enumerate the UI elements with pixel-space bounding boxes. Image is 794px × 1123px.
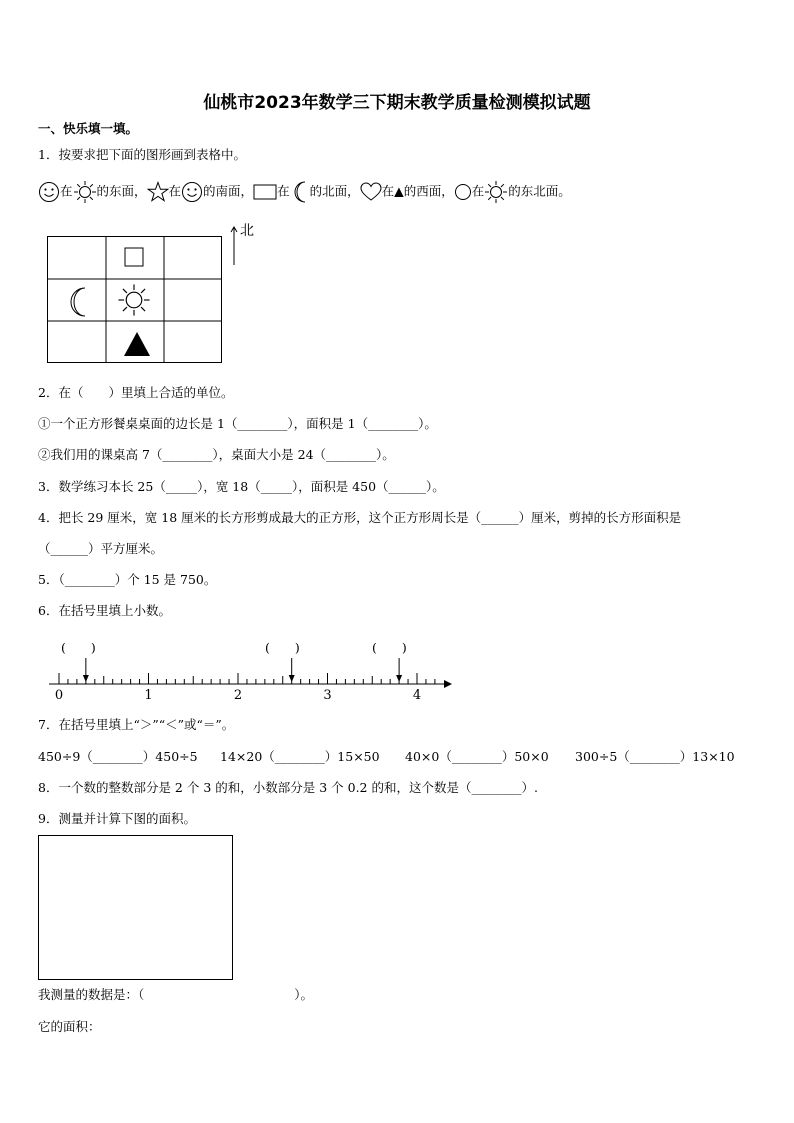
grid-triangle-icon	[123, 331, 151, 361]
heart-icon	[360, 182, 382, 202]
sun-icon	[484, 180, 508, 204]
number-line-pointer-head	[289, 675, 295, 682]
question-4-line-2: （______）平方厘米。	[38, 541, 164, 556]
number-line-tick-label: 2	[233, 688, 243, 703]
question-9-label: 9．测量并计算下图的面积。	[38, 811, 196, 826]
question-2-line-2: ②我们用的课桌高 7（________），桌面大小是 24（________）。	[38, 447, 395, 462]
question-4-line-1: 4．把长 29 厘米，宽 18 厘米的长方形剪成最大的正方形，这个正方形周长是（______）厘米，剪掉的长方形面积是	[38, 510, 682, 525]
compare-item: 300÷5（________）13×10	[575, 749, 735, 764]
number-line-tick-label: 1	[144, 688, 153, 703]
north-label: 北	[240, 223, 254, 239]
blank-2: ( )	[265, 640, 300, 655]
question-1-label: 1．按要求把下面的图形画到表格中。	[38, 147, 246, 162]
moon-icon	[290, 180, 310, 204]
question-7-label: 7．在括号里填上“＞”“＜”或“＝”。	[38, 717, 235, 732]
north-arrow-icon	[228, 224, 240, 270]
rectangle-icon	[253, 184, 277, 200]
smiley-icon	[38, 181, 60, 203]
number-line-pointer-head	[396, 675, 402, 682]
smiley-icon	[181, 181, 203, 203]
number-line-tick-label: 0	[54, 688, 64, 703]
compare-item: 14×20（________）15×50	[220, 749, 380, 764]
blank-3: ( )	[372, 640, 407, 655]
section-heading: 一、快乐填一填。	[38, 121, 139, 136]
page-title: 仙桃市2023年数学三下期末教学质量检测模拟试题	[203, 93, 591, 113]
sun-icon	[73, 180, 97, 204]
question-2-label: 2．在（ ）里填上合适的单位。	[38, 385, 234, 400]
compare-item: 40×0（________）50×0	[405, 749, 549, 764]
question-6-label: 6．在括号里填上小数。	[38, 603, 171, 618]
measure-rectangle	[38, 835, 233, 980]
number-line-arrowhead	[444, 680, 452, 688]
area-line: 它的面积：	[38, 1019, 101, 1034]
number-line-pointer-head	[83, 675, 89, 682]
grid-sun-icon	[117, 283, 151, 321]
blank-1: ( )	[61, 640, 96, 655]
question-8: 8．一个数的整数部分是 2 个 3 的和，小数部分是 3 个 0.2 的和，这个数是（________）.	[38, 780, 538, 795]
question-1-instructions: 在 的东面， 在 的南面， 在 的北面， 在▲的西面， 在 的东北面。	[38, 180, 571, 204]
number-line-tick-label: 3	[323, 688, 332, 703]
grid-square-icon	[124, 247, 144, 271]
grid-moon-icon	[64, 286, 90, 322]
circle-icon	[454, 183, 472, 201]
compare-item: 450÷9（________）450÷5	[38, 749, 198, 764]
number-line	[40, 650, 460, 710]
star-icon	[147, 181, 169, 203]
question-5: 5．（________）个 15 是 750。	[38, 572, 217, 587]
question-3: 3．数学练习本长 25（_____），宽 18（_____），面积是 450（______）。	[38, 479, 445, 494]
question-2-line-1: ①一个正方形餐桌桌面的边长是 1（________），面积是 1（________）。	[38, 416, 437, 431]
number-line-tick-label: 4	[412, 688, 422, 703]
measured-data-line: 我测量的数据是：（ ）。	[38, 987, 314, 1002]
